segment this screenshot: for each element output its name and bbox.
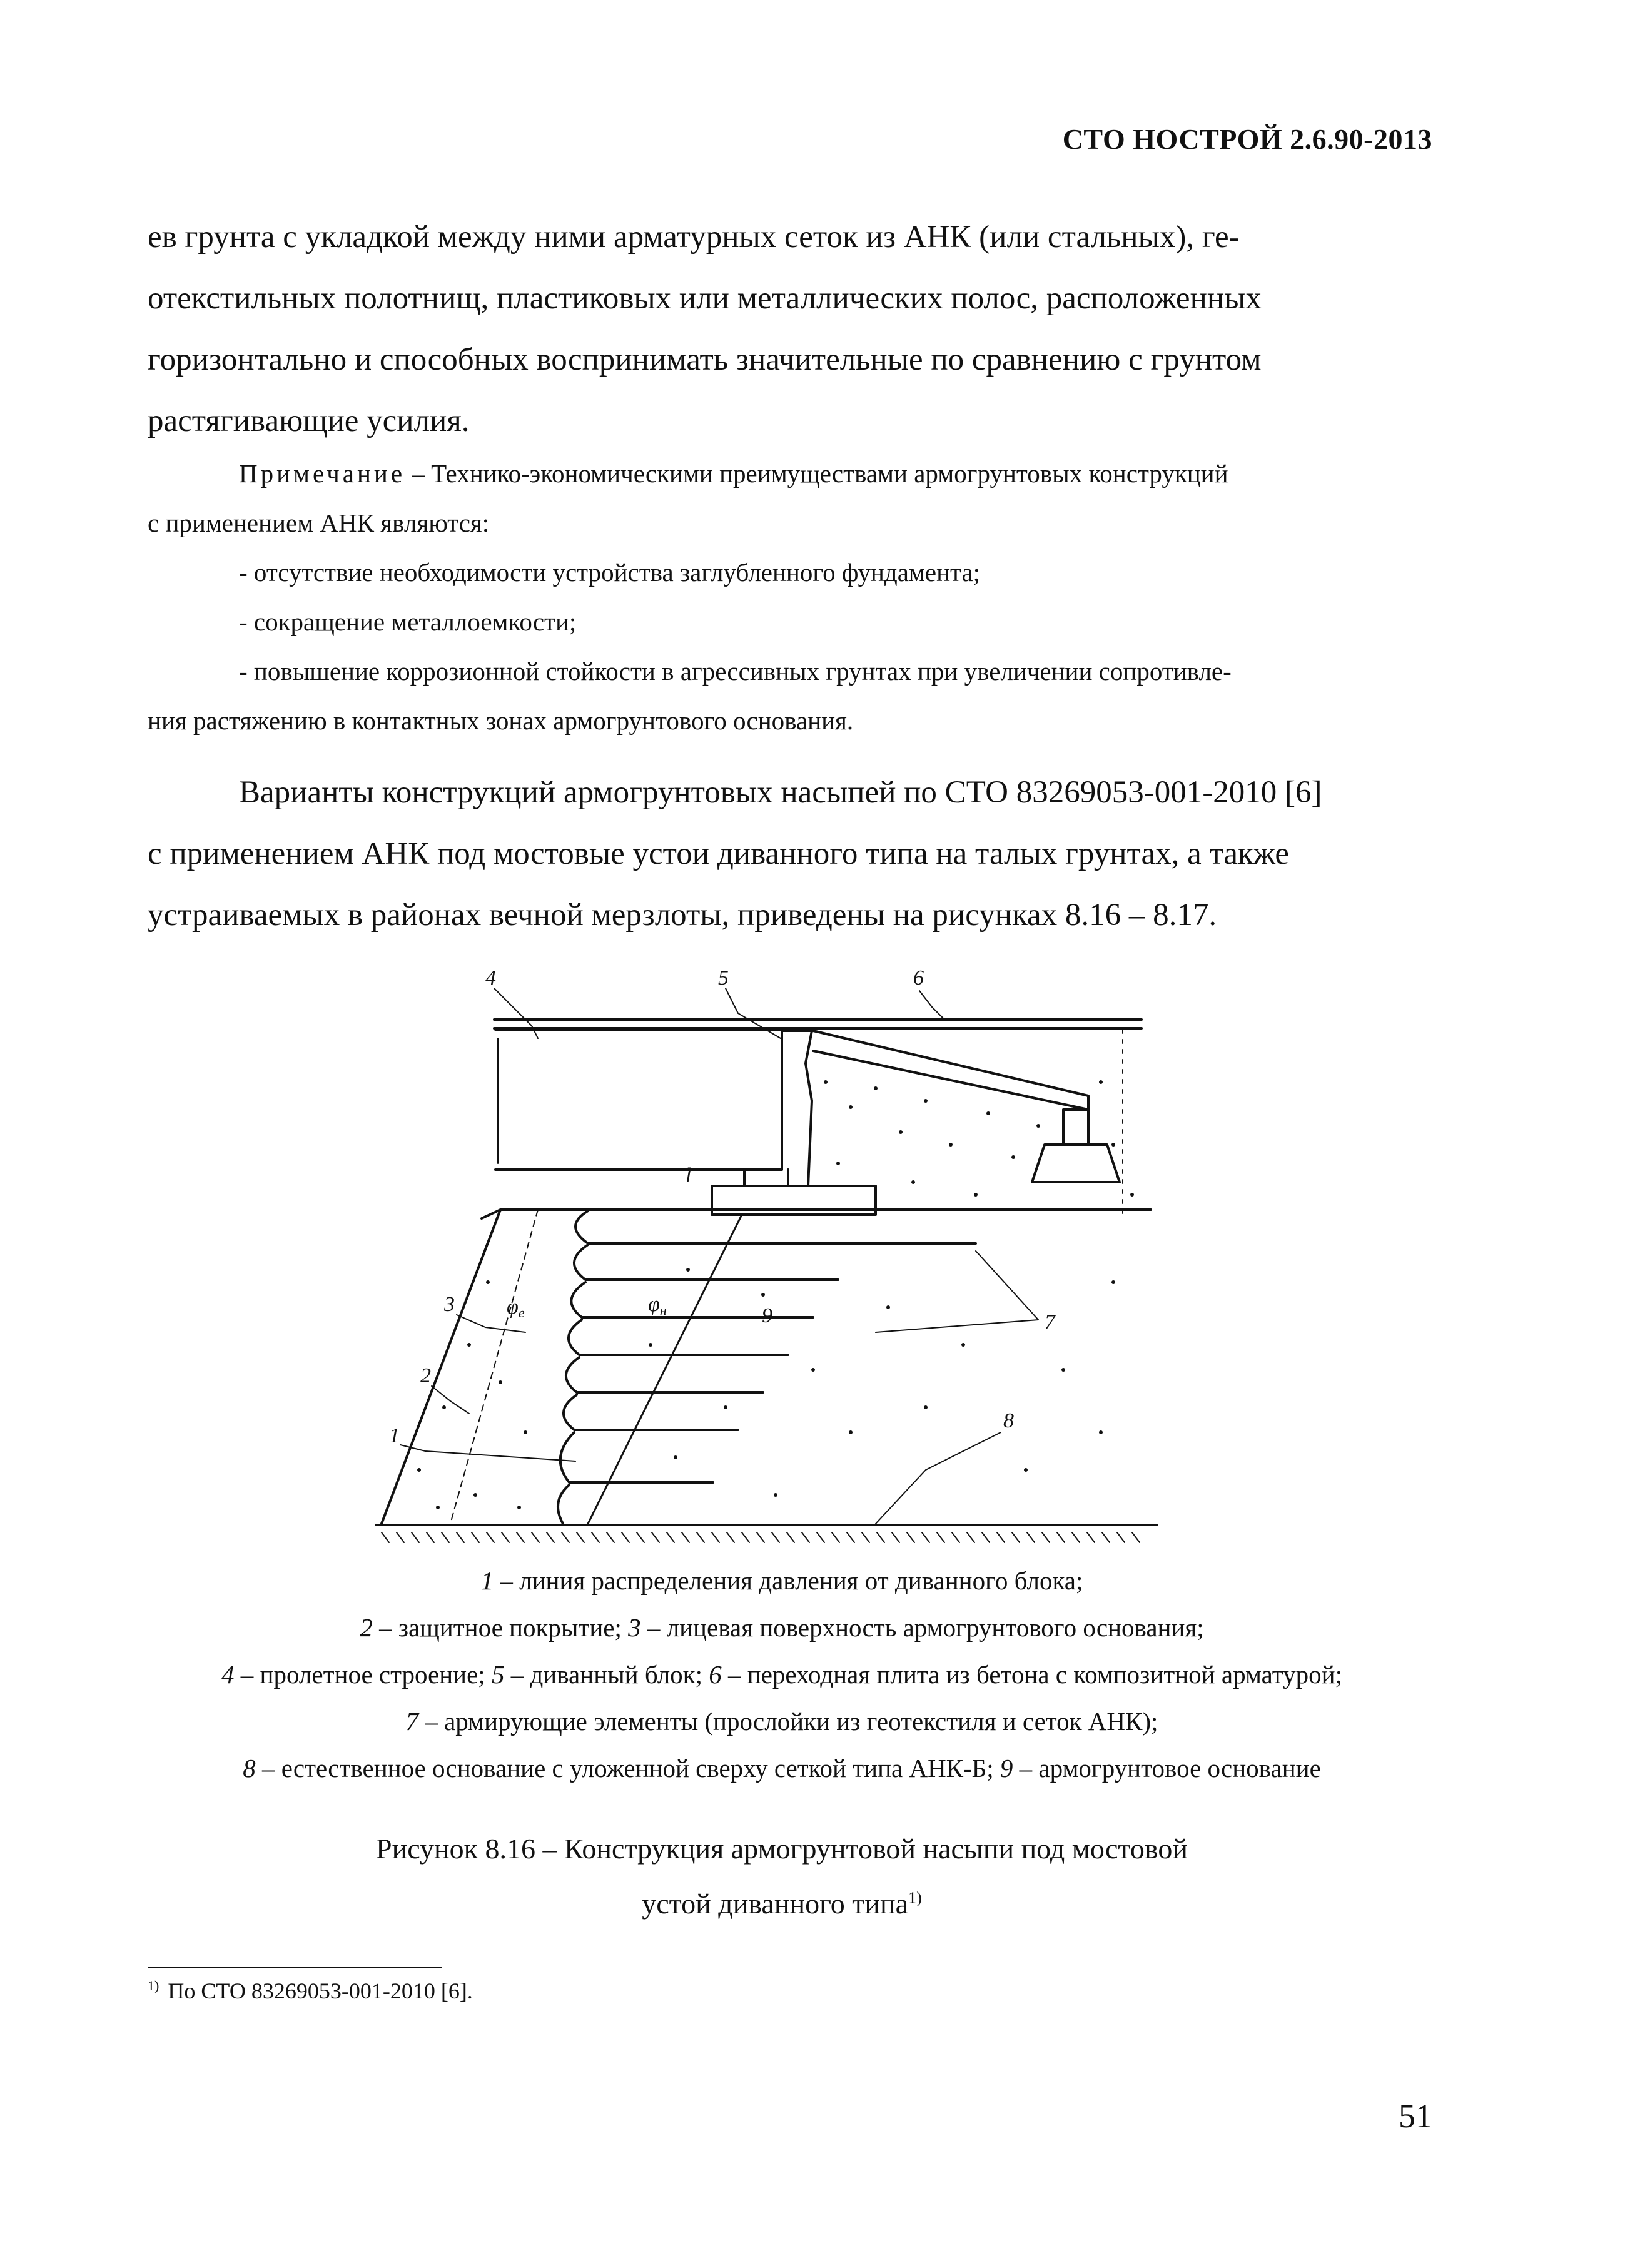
label-1: 1 xyxy=(389,1424,400,1447)
ground-hatching xyxy=(382,1532,1140,1542)
paragraph-1-line: растягивающие усилия. xyxy=(148,403,470,438)
label-l: l xyxy=(686,1164,692,1187)
paragraph-2-line: с применением АНК под мостовые устои диванного типа на талых грунтах, а также xyxy=(148,836,1289,871)
footnote-mark: 1) xyxy=(148,1978,159,1993)
slab-support-post xyxy=(1063,1110,1088,1145)
label-3: 3 xyxy=(444,1293,455,1316)
note-list-item: - сокращение металлоемкости; xyxy=(239,607,577,636)
paragraph-1-line: горизонтально и способных воспринимать значительные по сравнению с грунтом xyxy=(148,342,1262,377)
page-number: 51 xyxy=(1399,2097,1432,2135)
label-2: 2 xyxy=(420,1364,431,1387)
note-continuation: с применением АНК являются: xyxy=(148,509,490,537)
reinforcement-wrap xyxy=(571,1282,813,1317)
footnote xyxy=(148,1975,473,2007)
sofa-block xyxy=(783,1031,812,1186)
reinforcement-wrap xyxy=(564,1395,738,1430)
label-9: 9 xyxy=(762,1304,772,1327)
transition-slab xyxy=(813,1031,1088,1110)
figure-title-line: устой диванного типа$^{1)}$ xyxy=(642,1888,922,1920)
legend-line: 4 – пролетное строение; 5 – диванный блок; 6 – переходная плита из бетона с композитной арматурой; xyxy=(221,1660,1342,1689)
leader-6 xyxy=(919,991,944,1020)
paragraph-1-line: отекстильных полотнищ, пластиковых или металлических полос, расположенных xyxy=(148,281,1262,316)
note-label: Примечание xyxy=(239,459,406,488)
note-list-item: - отсутствие необходимости устройства заглубленного фундамента; xyxy=(239,558,981,587)
note-list-item: - повышение коррозионной стойкости в агрессивных грунтах при увеличении сопротивле- xyxy=(239,657,1232,686)
note-first-line xyxy=(148,449,1431,499)
soil-stipple xyxy=(417,1080,1134,1509)
label-phi-e: φе xyxy=(507,1295,525,1320)
paragraph-2-line: Варианты конструкций армогрунтовых насыпей по СТО 83269053-001-2010 [6] xyxy=(239,775,1322,810)
footnote-reference: 1) xyxy=(908,1888,922,1907)
reinforcement-wrap xyxy=(569,1320,788,1355)
note-text: – Технико-экономическими преимуществами армогрунтовых конструкций xyxy=(405,459,1228,488)
paragraph-1 xyxy=(148,206,1431,452)
label-5: 5 xyxy=(718,966,729,990)
label-phi-n: φн xyxy=(648,1293,667,1318)
reinforcement-wrap xyxy=(575,1211,638,1243)
reinforcement-wrap xyxy=(560,1432,713,1482)
legend-line: 7 – армирующие элементы (прослойки из геотекстиля и сеток АНК); xyxy=(405,1707,1158,1736)
leader-2 xyxy=(432,1386,469,1414)
note-list-item-continuation: ния растяжению в контактных зонах армогрунтового основания. xyxy=(148,706,854,735)
footnote-text: По СТО 83269053-001-2010 [6]. xyxy=(168,1978,473,2003)
protective-coating-line xyxy=(450,1210,538,1524)
reinforcement-wrap xyxy=(574,1245,838,1280)
paragraph-2 xyxy=(148,762,1431,946)
label-4: 4 xyxy=(485,966,496,990)
document-code-header: СТО НОСТРОЙ 2.6.90-2013 xyxy=(1062,123,1432,155)
reinforcement-wrap xyxy=(558,1485,569,1524)
legend-line: 8 – естественное основание с уложенной сверху сеткой типа АНК-Б; 9 – армогрунтовое основание xyxy=(243,1754,1321,1783)
footnote-divider xyxy=(148,1967,442,1968)
paragraph-2-line: устраиваемых в районах вечной мерзлоты, приведены на рисунках 8.16 – 8.17. xyxy=(148,898,1217,933)
figure-title-line: Рисунок 8.16 – Конструкция армогрунтовой насыпи под мостовой xyxy=(376,1833,1188,1865)
bearing xyxy=(744,1170,788,1186)
embankment-slope xyxy=(382,1210,500,1524)
paragraph-1-line: ев грунта с укладкой между ними арматурных сеток из АНК (или стальных), ге- xyxy=(148,220,1240,255)
label-7: 7 xyxy=(1045,1310,1055,1334)
figure-title xyxy=(113,1821,1451,1931)
legend-line: 2 – защитное покрытие; 3 – лицевая поверхность армогрунтового основания; xyxy=(360,1613,1204,1642)
embankment-figure xyxy=(375,957,1176,1557)
span-structure xyxy=(495,1030,782,1170)
pressure-distribution-line xyxy=(588,1215,742,1524)
legend-line: 1 – линия распределения давления от диванного блока; xyxy=(480,1566,1083,1595)
reinforcement-wrap xyxy=(566,1357,763,1392)
note-block xyxy=(148,449,1431,746)
figure-legend xyxy=(113,1557,1451,1792)
label-6: 6 xyxy=(913,966,924,990)
slab-support-footing xyxy=(1032,1145,1120,1182)
leader-7 xyxy=(876,1251,1038,1332)
leader-8 xyxy=(876,1432,1001,1524)
leader-1 xyxy=(400,1445,575,1461)
label-8: 8 xyxy=(1003,1409,1014,1432)
